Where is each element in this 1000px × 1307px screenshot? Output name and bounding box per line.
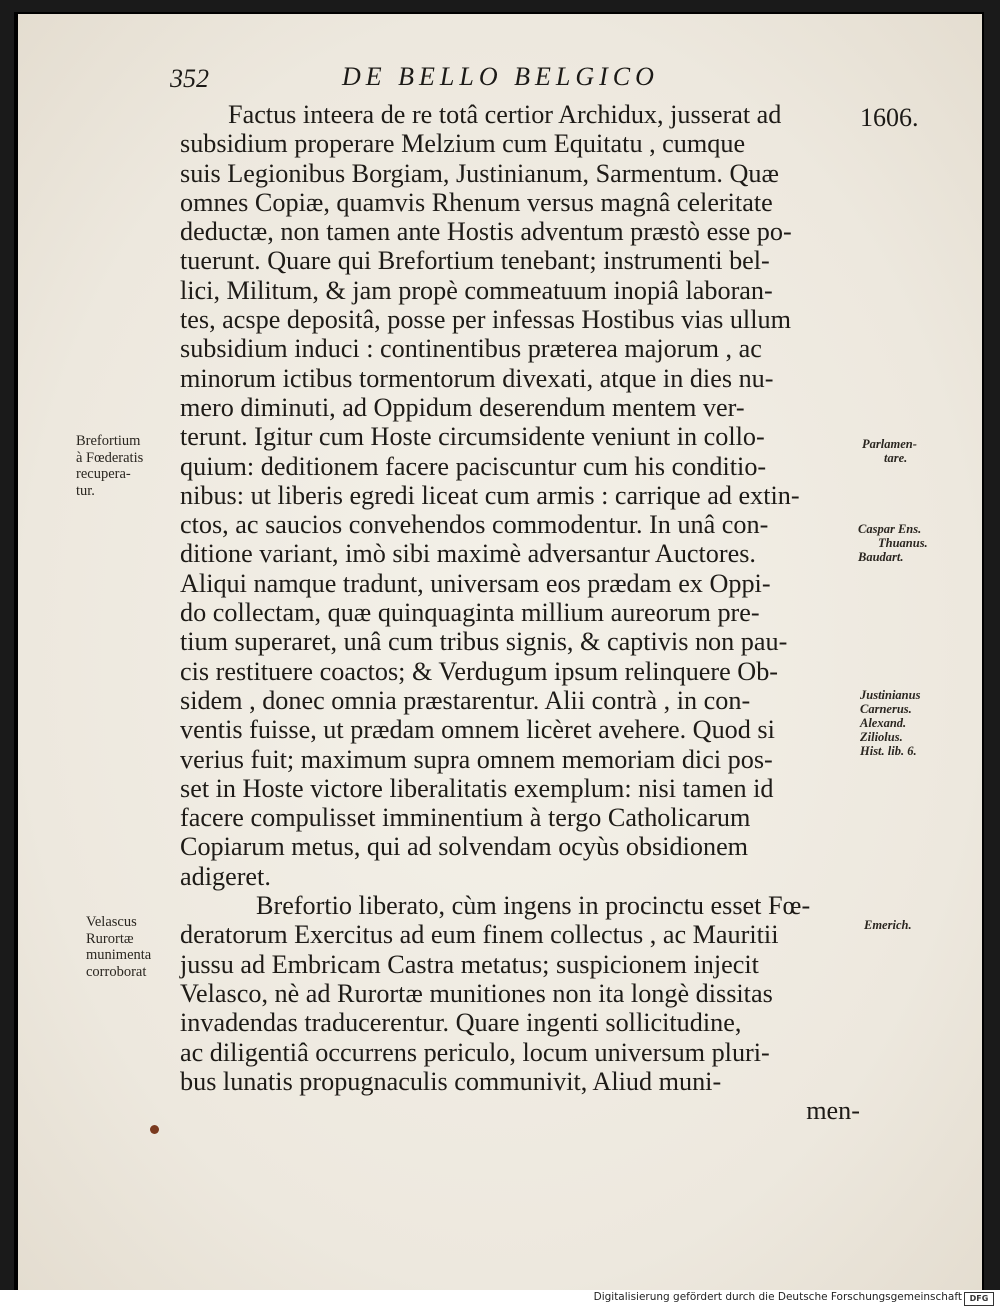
- text-line: Velasco, nè ad Rurortæ munitiones non ita longè dissitas: [180, 978, 773, 1008]
- note-line: Caspar Ens.: [858, 522, 922, 536]
- text-line: facere compulisset imminentium à tergo Catholicarum: [180, 803, 751, 833]
- running-title: DE BELLO BELGICO: [342, 62, 659, 91]
- margin-note-velascus: [86, 914, 151, 980]
- text-line: tium superaret, unâ cum tribus signis, & captivis non pau-: [180, 627, 788, 657]
- note-line: Justinianus: [860, 688, 921, 702]
- note-line: Parlamen-: [862, 437, 917, 451]
- margin-note-parlamentare: [862, 437, 917, 465]
- text-line: ctos, ac saucios convehendos commodentur. In unâ con-: [180, 510, 769, 540]
- note-line: Velascus: [86, 914, 137, 930]
- note-line: Ziliolus.: [860, 730, 903, 744]
- text-line: mero diminuti, ad Oppidum deserendum mentem ver-: [180, 392, 745, 422]
- text-line: sidem , donec omnia præstarentur. Alii contrà , in con-: [180, 685, 751, 715]
- note-line: Baudart.: [858, 550, 904, 564]
- text-line: subsidium induci : continentibus præterea majorum , ac: [180, 334, 762, 364]
- text-line: Copiarum metus, qui ad solvendam ocyùs obsidionem: [180, 832, 749, 862]
- text-line: omnes Copiæ, quamvis Rhenum versus magnâ celeritate: [180, 187, 773, 217]
- margin-note-brefortium: [76, 433, 143, 499]
- text-line: set in Hoste victore liberalitatis exemplum: nisi tamen id: [180, 773, 774, 803]
- text-line: ac diligentiâ occurrens periculo, locum universum pluri-: [180, 1037, 770, 1067]
- page-header: [170, 62, 930, 102]
- note-line: Rurortæ: [86, 930, 134, 947]
- text-line: Factus inteera de re totâ certior Archidux, jusserat ad: [228, 100, 782, 129]
- note-line: corroborat: [86, 963, 147, 980]
- margin-note-authors-2: [860, 688, 920, 758]
- text-line: bus lunatis propugnaculis communivit, Aliud muni-: [180, 1066, 722, 1096]
- footer-credit: Digitalisierung gefördert durch die Deutsche Forschungsgemeinschaft: [593, 1291, 962, 1303]
- note-line: tur.: [76, 482, 95, 499]
- note-line: recupera-: [76, 466, 131, 482]
- margin-year: 1606.: [860, 103, 919, 132]
- ink-blot: [150, 1125, 159, 1134]
- text-line: adigeret.: [180, 861, 271, 891]
- note-line: Thuanus.: [878, 536, 928, 550]
- text-line: Brefortio liberato, cùm ingens in procinctu esset Fœ-: [256, 891, 811, 921]
- text-line: tes, acspe depositâ, posse per infessas Hostibus vias ullum: [180, 305, 791, 335]
- text-line: verius fuit; maximum supra omnem memoriam dici pos-: [180, 744, 773, 774]
- note-line: Carnerus.: [860, 702, 912, 716]
- text-line: terunt. Igitur cum Hoste circumsidente veniunt in collo-: [180, 422, 765, 452]
- margin-note-emerich: [864, 918, 912, 932]
- text-line: ditione variant, imò sibi maximè adversantur Auctores.: [180, 539, 756, 569]
- page-number: 352: [170, 64, 209, 93]
- text-line: lici, Militum, & jam propè commeatuum inopiâ laboran-: [180, 275, 773, 305]
- margin-note-authors-1: [858, 522, 928, 564]
- text-line: quium: deditionem facere paciscuntur cum his conditio-: [180, 451, 767, 481]
- dfg-logo: DFG: [964, 1292, 994, 1306]
- text-line: deratorum Exercitus ad eum finem collectus , ac Mauritii: [180, 920, 779, 950]
- text-line: subsidium properare Melzium cum Equitatu , cumque: [180, 129, 746, 159]
- catchword: men-: [806, 1096, 860, 1126]
- note-line: Hist. lib. 6.: [860, 744, 917, 758]
- text-line: do collectam, quæ quinquaginta millium aureorum pre-: [180, 598, 760, 628]
- body-text: [180, 100, 860, 1125]
- text-line: ventis fuisse, ut prædam omnem licèret avehere. Quod si: [180, 715, 775, 745]
- text-line: suis Legionibus Borgiam, Justinianum, Sarmentum. Quæ: [180, 158, 779, 188]
- text-line: minorum ictibus tormentorum divexati, atque in dies nu-: [180, 363, 774, 393]
- note-line: munimenta: [86, 947, 152, 963]
- text-line: invadendas traducerentur. Quare ingenti sollicitudine,: [180, 1008, 742, 1038]
- note-line: Brefortium: [76, 433, 141, 449]
- note-line: à Fœderatis: [76, 449, 144, 466]
- text-line: tuerunt. Quare qui Brefortium tenebant; instrumenti bel-: [180, 246, 770, 276]
- text-line: jussu ad Embricam Castra metatus; suspicionem injecit: [180, 949, 759, 979]
- text-line: deductæ, non tamen ante Hostis adventum præstò esse po-: [180, 217, 792, 247]
- footer-bar: [0, 1290, 1000, 1307]
- text-line: nibus: ut liberis egredi liceat cum armis : carrique ad extin-: [180, 480, 800, 510]
- note-line: Emerich.: [864, 918, 912, 932]
- note-line: Alexand.: [860, 716, 907, 730]
- note-line: tare.: [884, 451, 908, 465]
- text-line: cis restituere coactos; & Verdugum ipsum relinquere Ob-: [180, 656, 779, 686]
- text-line: Aliqui namque tradunt, universam eos prædam ex Oppi-: [180, 568, 771, 598]
